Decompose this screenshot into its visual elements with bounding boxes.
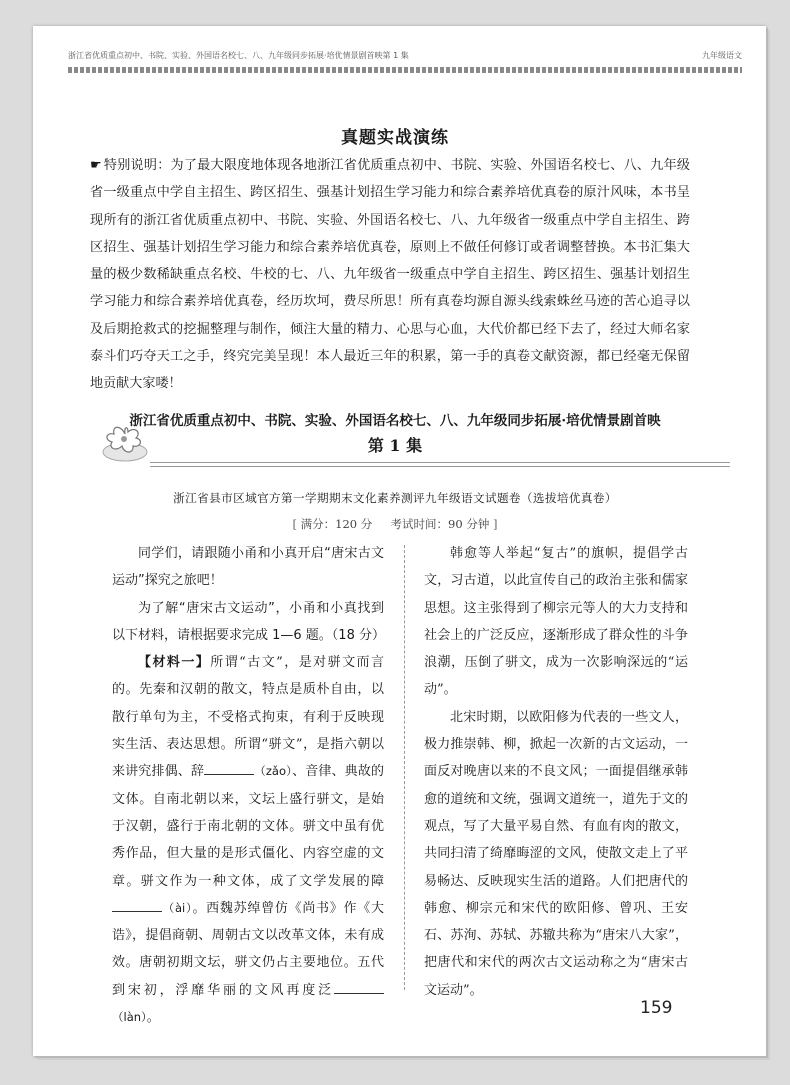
intro-paragraph: 同学们，请跟随小甬和小真开启“唐宋古文运动”探究之旅吧！: [112, 546, 384, 589]
right-column: [424, 540, 688, 1004]
material-one-label: 【材料一】: [138, 655, 211, 671]
header-subject: 九年级语文: [702, 51, 742, 60]
material-text-a: 所谓“古文”，是对骈文而言的。先秦和汉朝的散文，特点是质朴自由，以散行单句为主，不受格式拘束，有利于反映现实生活、表达思想。所谓“骈文”，是指六朝以来讲究排偶、辞: [112, 655, 384, 780]
series-title: 浙江省优质重点初中、书院、实验、外国语名校七、八、九年级同步拓展·培优情景剧首映: [129, 413, 661, 429]
task-paragraph: 为了解“唐宋古文运动”，小甬和小真找到以下材料，请根据要求完成 1—6 题。（18 分）: [112, 600, 385, 643]
column-divider: [404, 545, 405, 990]
pointing-hand-icon: ☛: [90, 158, 102, 173]
meta-bracket-close: ]: [493, 517, 498, 531]
header-book-title: 浙江省优质重点初中、书院、实验、外国语名校七、八、九年级同步拓展·培优情景剧首映第 1 集: [68, 51, 409, 60]
right-paragraph-2: 北宋时期，以欧阳修为代表的一些文人，极力推崇韩、柳，掀起一次新的古文运动，一面反对晚唐以来的不良文风；一面提倡继承韩愈的道统和文统，强调文道统一，道先于文的观点，写了大量平易自然、有血有肉的散文，共同扫清了绮靡晦涩的文风，使散文走上了平易畅达、反映现实生活的道路。人们把唐代的韩愈、柳宗元和宋代的欧阳修、曾巩、王安石、苏洵、苏轼、苏辙共称为“唐宋八大家”，把唐代和宋代的两次古文运动称之为“唐宋古文运动”。: [424, 709, 688, 998]
material-text-d: 。: [146, 1010, 160, 1026]
banner-rule: [150, 462, 730, 467]
exam-time: 考试时间：90 分钟: [390, 517, 490, 531]
left-column: [112, 540, 384, 1031]
material-text-b: 、音律、典故的文体。自南北朝以来，文坛上盛行骈文，是始于汉朝，盛行于南北朝的文体。骈文中虽有优秀作品，但大量的是形式僵化、内容空虚的文章。骈文作为一种文体，成了文学发展的障: [112, 764, 384, 889]
header-dash-divider: [68, 67, 742, 73]
material-one: [112, 649, 384, 1031]
pinyin-hint-3: （làn）: [112, 1010, 147, 1025]
answer-blank-3[interactable]: [334, 980, 384, 994]
meta-bracket-open: [: [292, 517, 297, 531]
right-paragraph-1: 韩愈等人举起“复古”的旗帜，提倡学古文，习古道，以此宣传自己的政治主张和儒家思想。这主张得到了柳宗元等人的大力支持和社会上的广泛反应，逐渐形成了群众性的斗争浪潮，压倒了骈文，成为一次影响深远的“运动”。: [424, 546, 688, 698]
exam-meta: [0, 516, 790, 532]
answer-blank-2[interactable]: [112, 898, 162, 912]
intro-notice: [90, 152, 690, 398]
page-number: 159: [640, 998, 673, 1018]
episode-title: 第 1 集: [367, 436, 423, 455]
section-title: 真题实战演练: [341, 128, 449, 148]
answer-blank-1[interactable]: [204, 761, 254, 775]
material-text-c: 。西魏苏绰曾仿《尚书》作《大诰》，提倡商朝、周朝古文以改革文体，未有成效。唐朝初期文坛，骈文仍占主要地位。五代到宋初，浮靡华丽的文风再度泛: [112, 900, 384, 998]
pinyin-hint-2: （ài）: [162, 900, 193, 915]
exam-title: 浙江省县市区域官方第一学期期末文化素养测评九年级语文试题卷（选拔培优真卷）: [173, 491, 617, 505]
intro-text: 特别说明：为了最大限度地体现各地浙江省优质重点初中、书院、实验、外国语名校七、八、九年级省一级重点中学自主招生、跨区招生、强基计划招生学习能力和综合素养培优真卷的原汁风味，本书呈现所有的浙江省优质重点初中、书院、实验、外国语名校七、八、九年级省一级重点中学自主招生、跨区招生、强基计划招生学习能力和综合素养培优真卷，原则上不做任何修订或者调整替换。本书汇集大量的极少数稀缺重点名校、牛校的七、八、九年级省一级重点中学自主招生、跨区招生、强基计划招生学习能力和综合素养培优真卷，经历坎坷，费尽所思！所有真卷均源自源头线索蛛丝马迹的苦心追寻以及后期抢救式的挖掘整理与制作，倾注大量的精力、心思与心血，大代价都已经下去了，经过大师名家泰斗们巧夺天工之手，终究完美呈现！本人最近三年的积累，第一手的真卷文献资源，都已经毫无保留地贡献大家喽！: [90, 158, 690, 392]
pinyin-hint-1: （zǎo）: [254, 764, 293, 779]
exam-full-score: 满分：120 分: [300, 517, 373, 531]
